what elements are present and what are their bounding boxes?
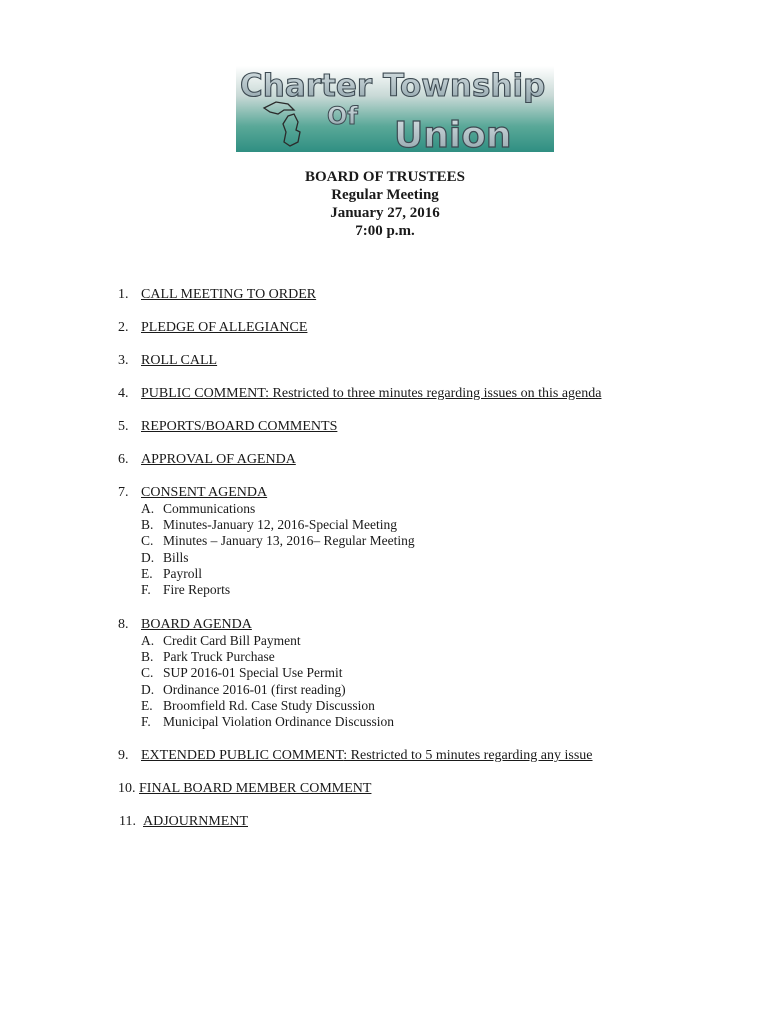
item-description: : Restricted to 5 minutes regarding any issue (343, 748, 593, 763)
meeting-time: 7:00 p.m. (355, 223, 415, 239)
item-title: CONSENT AGENDA (141, 485, 268, 500)
agenda-item (118, 353, 738, 386)
item-title: REPORTS/BOARD COMMENTS (141, 419, 338, 434)
sub-item (141, 501, 255, 517)
sub-letter: C. (141, 665, 154, 680)
sub-item (141, 714, 394, 730)
logo-line2: Of (327, 102, 358, 130)
sub-item (141, 566, 202, 582)
item-title: FINAL BOARD MEMBER COMMENT (139, 781, 372, 796)
sub-text: Ordinance 2016-01 (first reading) (163, 682, 346, 697)
item-number: 10. (118, 781, 136, 796)
board-title: BOARD OF TRUSTEES (304, 169, 466, 185)
sub-text: Communications (163, 501, 256, 516)
sub-item (141, 682, 346, 698)
logo-line3: Union (394, 115, 512, 152)
sub-item (141, 649, 275, 665)
sub-text: Credit Card Bill Payment (163, 633, 301, 648)
sub-item (141, 517, 397, 533)
item-number: 11. (119, 814, 136, 829)
agenda-item (118, 748, 738, 781)
sub-letter: F. (141, 714, 151, 729)
item-description: : Restricted to three minutes regarding issues on this agenda (265, 386, 602, 401)
sub-letter: A. (141, 633, 155, 648)
item-number: 9. (118, 748, 129, 763)
sub-item (141, 698, 375, 714)
sub-text: Park Truck Purchase (163, 649, 275, 664)
sub-text: Payroll (163, 566, 202, 581)
sub-item (141, 665, 343, 681)
item-title: APPROVAL OF AGENDA (141, 452, 296, 467)
sub-letter: B. (141, 517, 154, 532)
item-title: PLEDGE OF ALLEGIANCE (141, 320, 308, 335)
sub-item (141, 582, 230, 598)
agenda-item (118, 814, 738, 847)
agenda-item-board (118, 617, 738, 748)
sub-text: Minutes-January 12, 2016-Special Meeting (163, 517, 397, 532)
item-number: 4. (118, 386, 129, 401)
item-number: 2. (118, 320, 129, 335)
agenda-item (118, 781, 738, 814)
meeting-date: January 27, 2016 (330, 205, 440, 221)
agenda-list (118, 287, 738, 847)
sub-letter: B. (141, 649, 154, 664)
agenda-item (118, 320, 738, 353)
logo-line1: Charter Township (240, 68, 546, 104)
sub-letter: F. (141, 582, 151, 597)
township-logo (236, 66, 554, 152)
item-number: 1. (118, 287, 129, 302)
item-title: BOARD AGENDA (141, 617, 252, 632)
sub-text: Broomfield Rd. Case Study Discussion (163, 698, 375, 713)
sub-letter: C. (141, 533, 154, 548)
item-title: ROLL CALL (141, 353, 218, 368)
item-title: PUBLIC COMMENT (141, 386, 266, 401)
item-number: 6. (118, 452, 129, 467)
agenda-item (118, 452, 738, 485)
sub-text: Bills (163, 550, 189, 565)
item-number: 8. (118, 617, 129, 632)
sub-text: Minutes – January 13, 2016– Regular Meeting (163, 533, 415, 548)
sub-letter: A. (141, 501, 155, 516)
sub-item (141, 533, 415, 549)
sub-item (141, 550, 189, 566)
agenda-item (118, 419, 738, 452)
meeting-header (0, 168, 770, 240)
item-title: CALL MEETING TO ORDER (141, 287, 317, 302)
sub-letter: E. (141, 698, 153, 713)
agenda-item (118, 386, 738, 419)
item-number: 3. (118, 353, 129, 368)
meeting-type: Regular Meeting (331, 187, 439, 203)
sub-letter: D. (141, 682, 155, 697)
item-number: 7. (118, 485, 129, 500)
item-number: 5. (118, 419, 129, 434)
agenda-item-consent (118, 485, 738, 617)
sub-letter: D. (141, 550, 155, 565)
sub-text: Municipal Violation Ordinance Discussion (163, 714, 395, 729)
sub-text: Fire Reports (163, 582, 231, 597)
item-title: ADJOURNMENT (143, 814, 248, 829)
agenda-item (118, 287, 738, 320)
sub-text: SUP 2016-01 Special Use Permit (163, 665, 343, 680)
logo-graphic (236, 66, 554, 152)
item-title: EXTENDED PUBLIC COMMENT (141, 748, 344, 763)
sub-item (141, 633, 301, 649)
sub-letter: E. (141, 566, 153, 581)
